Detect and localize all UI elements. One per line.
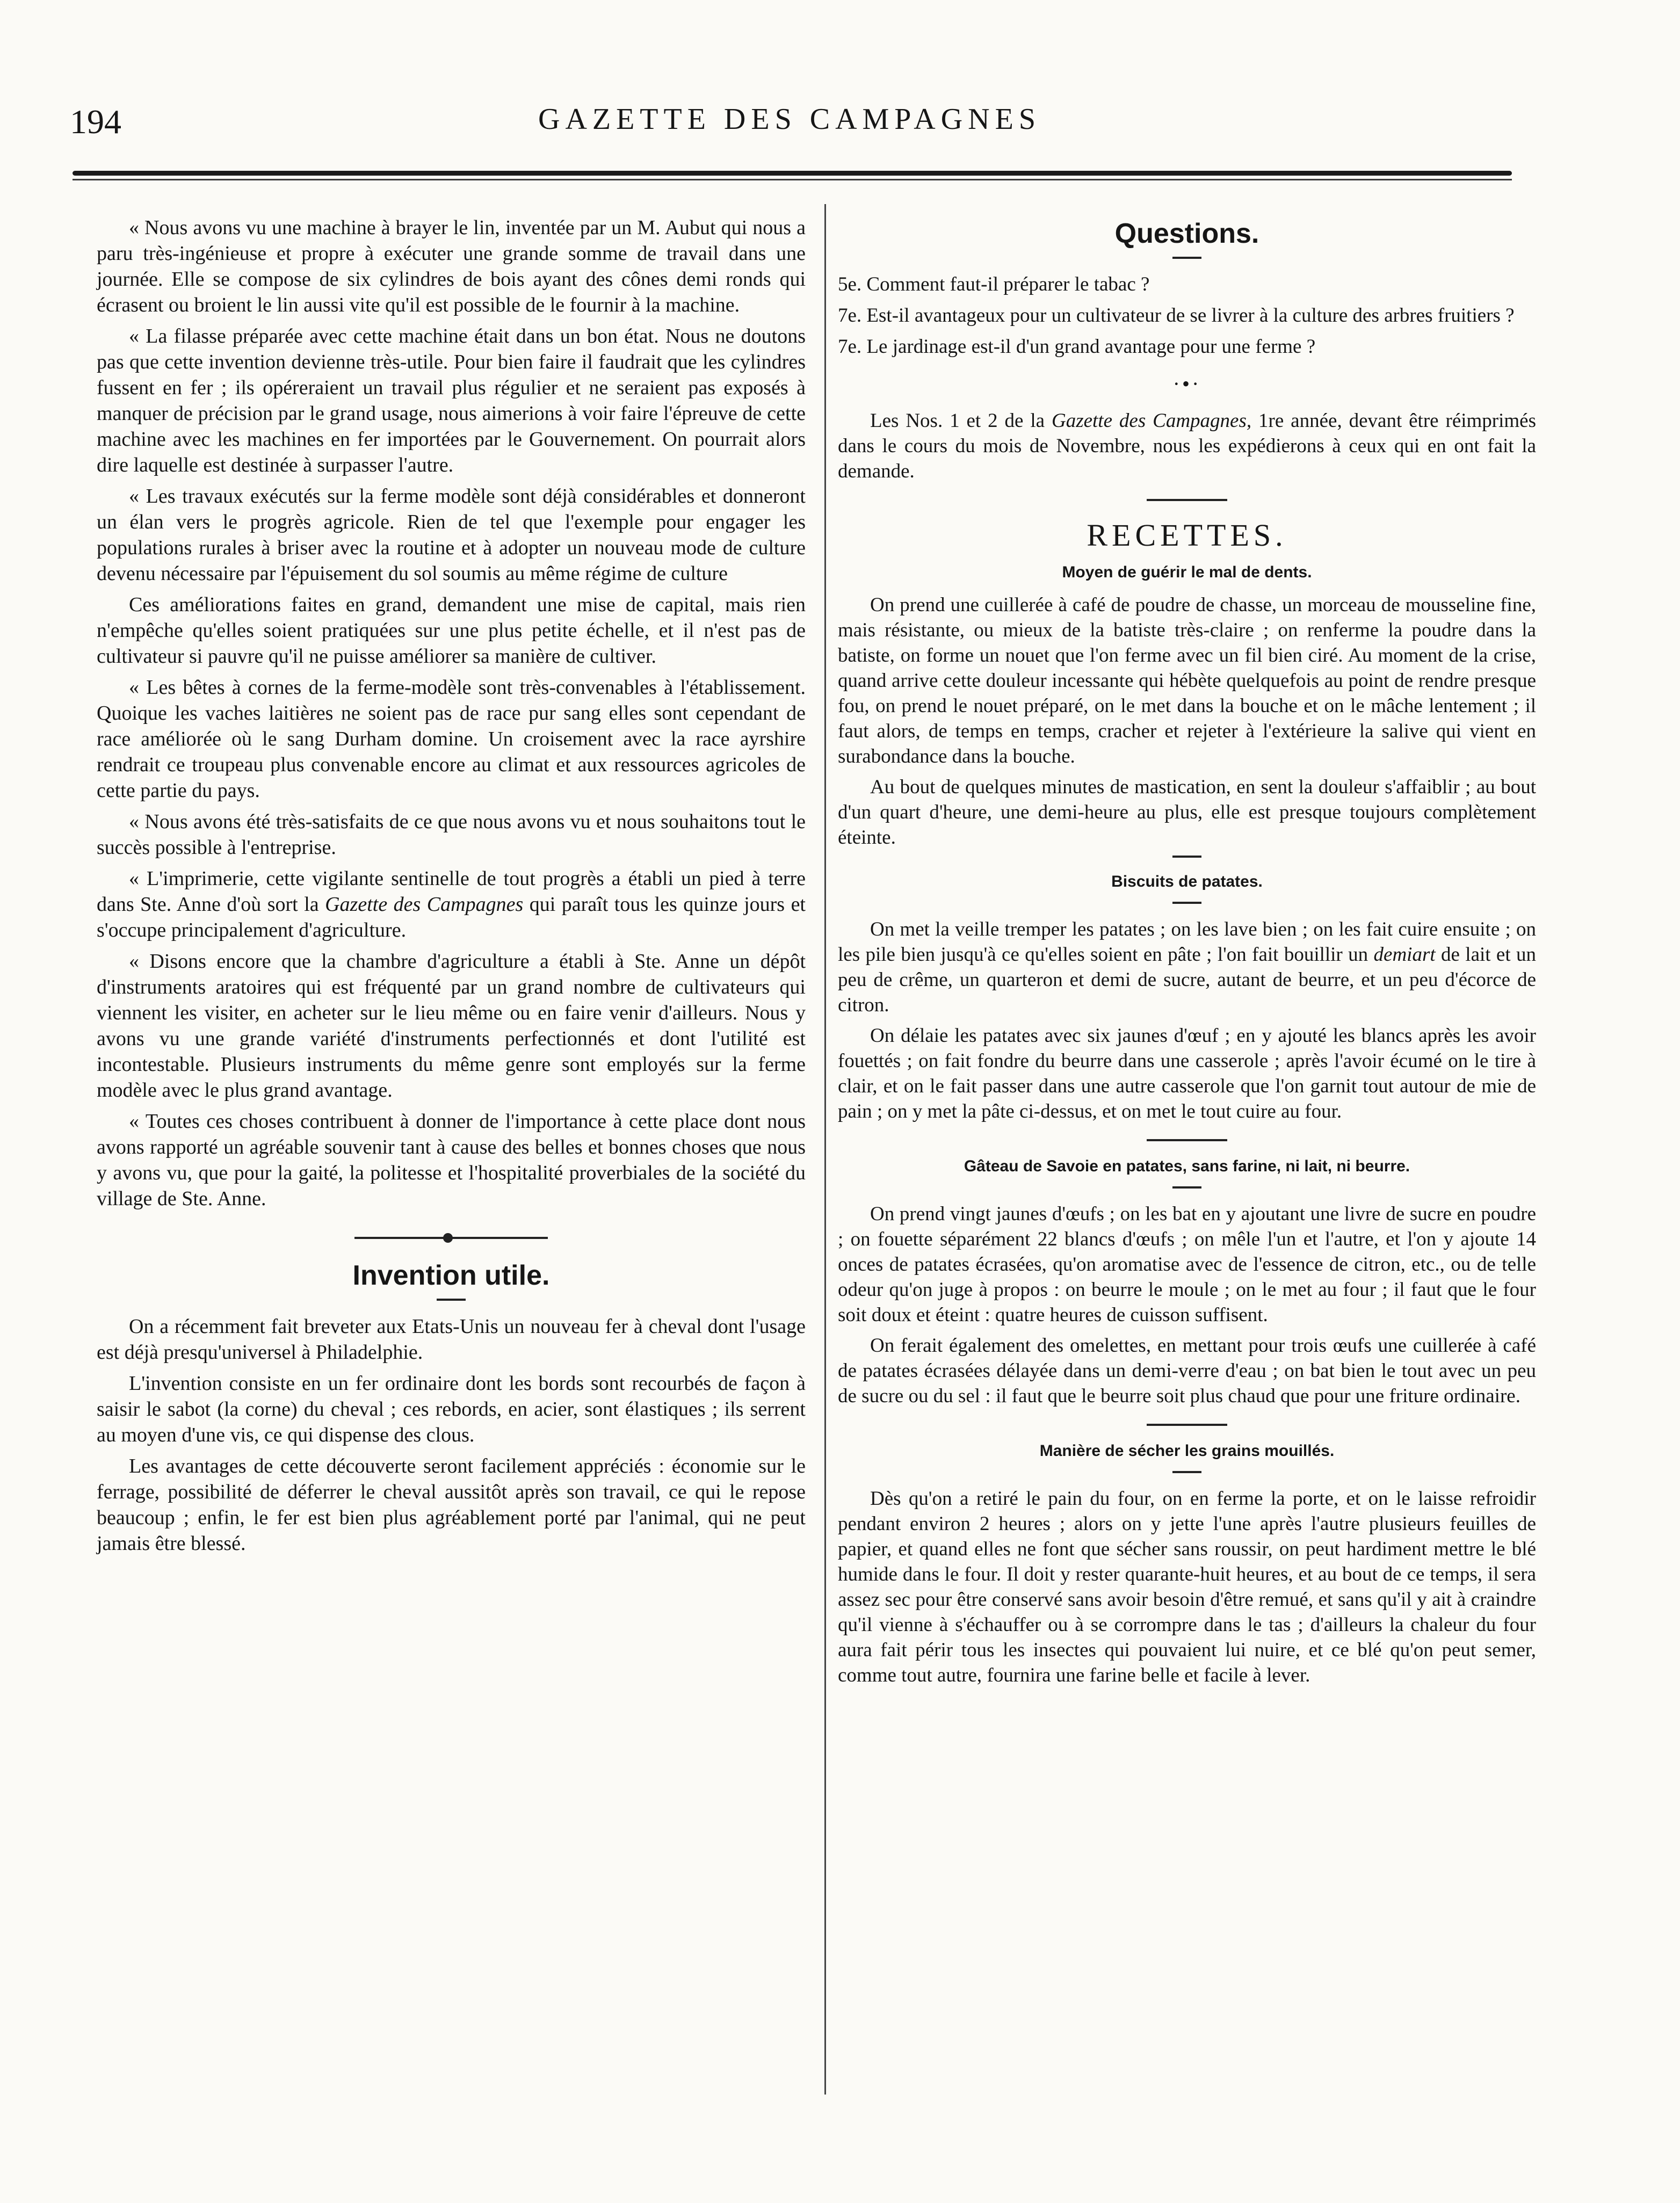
notice-paragraph xyxy=(838,408,1536,484)
article-paragraph: « Les bêtes à cornes de la ferme-modèle sont très-convenables à l'établissement. Quoique les vaches laitières ne soient pas de race pur sang elles sont cependant de race améliorée où le sang Durham domine. Un croisement avec la race ayrshire rendrait ce troupeau plus convenable encore au climat et aux ressources agricoles de cette partie du pays. xyxy=(97,676,806,802)
recipe-paragraph: On prend vingt jaunes d'œufs ; on les bat en y ajoutant une livre de sucre en poudre ; on fouette séparément 22 blancs d'œufs ; on mêle l'un et l'autre, et l'on y ajoute 14 onces de patates écrasées, qu'on aromatise avec de l'essence de citron, etc., ou de telle odeur qu'on juge à propos : on beurre le moule ; on le met au four ; il faut que le four soit doux et éteint : quatre heures de cuisson suffisent. xyxy=(838,1203,1536,1326)
right-column xyxy=(838,215,1536,1693)
recipe-divider xyxy=(1172,856,1201,858)
italic-term: demiart xyxy=(1373,944,1436,966)
recipe-paragraph: On ferait également des omelettes, en mettant pour trois œufs une cuillerée à café de patates écrasées délayée dans un demi-verre d'eau ; on bat bien le tout avec un peu de sucre ou du sel : il faut que le beurre soit plus chaud que pour une friture ordinaire. xyxy=(838,1335,1536,1407)
question-item: 7e. Est-il avantageux pour un cultivateur de se livrer à la culture des arbres fruitiers ? xyxy=(838,305,1515,327)
questions-title: Questions. xyxy=(1114,218,1259,249)
header-rule xyxy=(73,171,1512,176)
paragraph-text: « L'imprimerie, cette vigilante sentinelle de tout progrès a établi un pied à terre dans Ste. Anne d'où sort la xyxy=(97,867,806,916)
questions-list xyxy=(838,272,1536,360)
recipe-title: Gâteau de Savoie en patates, sans farine, ni lait, ni beurre. xyxy=(964,1157,1410,1175)
page-number: 194 xyxy=(70,103,121,141)
publication-name: Gazette des Campagnes xyxy=(325,893,524,916)
paragraph-text: Les Nos. 1 et 2 de la xyxy=(870,410,1052,432)
publication-name: Gazette des Campagnes, xyxy=(1051,410,1252,432)
section-divider xyxy=(1147,499,1227,501)
article-paragraph: Les avantages de cette découverte seront facilement appréciés : économie sur le ferrage, possibilité de déferrer le cheval aussitôt après son travail, ce qui le repose beaucoup ; enfin, le fer est bien plus agréablement porté par l'animal, qui ne peut jamais être blessé. xyxy=(97,1455,806,1555)
title-dash xyxy=(1172,1186,1201,1189)
article-paragraph: « Disons encore que la chambre d'agriculture a établi à Ste. Anne un dépôt d'instruments aratoires qui est fréquenté par un grand nombre de cultivateurs qui viennent les visiter, en acheter sur le lieu même ou en faire venir d'ailleurs. Nous y avons vu une grande variété d'instruments perfectionnés et dont l'utilité est incontestable. Plusieurs instruments du même genre sont employés sur la ferme modèle avec le plus grand avantage. xyxy=(97,950,806,1102)
article-paragraph: « La filasse préparée avec cette machine était dans un bon état. Nous ne doutons pas que cette invention devienne très-utile. Pour bien faire il faudrait que les cylindres fussent en fer ; ils opéreraient un travail plus régulier et ne seraient pas exposés à manquer de précision par le grand usage, nous aimerions à voir faire l'épreuve de cette machine avec les machines en fer importées par le Gouvernement. On pourrait alors dire laquelle est destinée à surpasser l'autre. xyxy=(97,325,806,476)
article-paragraph xyxy=(97,866,806,943)
article-paragraph: « Nous avons été très-satisfaits de ce que nous avons vu et nous souhaitons tout le succès possible à l'entreprise. xyxy=(97,810,806,859)
invention-title: Invention utile. xyxy=(352,1260,550,1291)
column-divider xyxy=(824,204,826,2095)
recipe-divider xyxy=(1147,1139,1227,1141)
paragraph-text: On met la veille tremper les patates ; on les lave bien ; on les fait cuire ensuite ; on les pile bien jusqu'à ce qu'elles soient en pâte ; l'on fait bouillir un xyxy=(838,918,1536,966)
recipe-paragraph: On délaie les patates avec six jaunes d'œuf ; en y ajouté les blancs après les avoir fouettés ; on fait fondre du beurre dans une casserole ; après l'avoir écumé on le tire à clair, et on le fait passer dans une autre casserole que l'on garnit tout autour de mie de pain ; on y met la pâte ci-dessus, et on met le tout cuire au four. xyxy=(838,1025,1536,1122)
section-ornament xyxy=(354,1230,548,1246)
question-item: 7e. Le jardinage est-il d'un grand avantage pour une ferme ? xyxy=(838,336,1316,358)
recettes-title: RECETTES. xyxy=(1087,518,1287,553)
recipe-paragraph: On prend une cuillerée à café de poudre de chasse, un morceau de mousseline fine, mais résistante, ou mieux de la batiste très-claire ; on renferme la poudre dans la batiste, on forme un nouet que l'on ferme avec un fil bien ciré. Au moment de la crise, quand arrive cette douleur incessante qui hébète quelquefois au point de rendre presque fou, on prend le nouet préparé, on le met dans la bouche et on le mâche lentement ; il faut alors, de temps en temps, cracher et rejeter à l'extérieure la salive qui vient en surabondance dans la bouche. xyxy=(838,594,1536,767)
notice-ornament: ·•· xyxy=(1172,372,1201,396)
paragraph-text: de lait et un peu de crême, un quarteron et demi de sucre, autant de beurre, et un peu d'écorce de citron. xyxy=(838,944,1537,1016)
article-paragraph: « Toutes ces choses contribuent à donner de l'importance à cette place dont nous avons rapporté un agréable souvenir tant à cause des belles et bonnes choses que nous y avons vu, que pour la gaité, la politesse et l'hospitalité proverbiales de la société du village de Ste. Anne. xyxy=(97,1110,806,1210)
title-dash xyxy=(1172,902,1201,904)
title-dash xyxy=(1172,1471,1201,1473)
article-paragraph: On a récemment fait breveter aux Etats-Unis un nouveau fer à cheval dont l'usage est déjà presqu'universel à Philadelphie. xyxy=(97,1315,806,1364)
recipe-title: Biscuits de patates. xyxy=(1111,873,1263,890)
article-paragraph: L'invention consiste en un fer ordinaire dont les bords sont recourbés de façon à saisir le sabot (la corne) du cheval ; ces rebords, en acier, sont élastiques ; ils serrent au moyen d'une vis, ce qui dispense des clous. xyxy=(97,1372,806,1446)
paragraph-text: qui paraît tous les quinze jours et s'occupe principalement d'agriculture. xyxy=(97,893,806,941)
title-dash xyxy=(1172,257,1201,259)
recipe-paragraph xyxy=(838,917,1536,1018)
recipe-title: Manière de sécher les grains mouillés. xyxy=(1039,1442,1335,1460)
recipe-paragraph: Au bout de quelques minutes de mastication, en sent la douleur s'affaiblir ; au bout d'un quart d'heure, une demi-heure au plus, elle est presque toujours complètement éteinte. xyxy=(838,776,1536,849)
page-header xyxy=(70,102,1509,150)
article-paragraph: « Les travaux exécutés sur la ferme modèle sont déjà considérables et donneront un élan vers le progrès agricole. Rien de tel que l'exemple pour engager les populations rurales à briser avec la routine et à adopter un nouveau mode de culture devenu nécessaire par l'épuisement du sol soumis au même régime de culture xyxy=(97,485,806,585)
newspaper-title: GAZETTE DES CAMPAGNES xyxy=(538,103,1041,136)
question-item: 5e. Comment faut-il préparer le tabac ? xyxy=(838,273,1150,295)
recipe-divider xyxy=(1147,1424,1227,1426)
title-dash xyxy=(437,1299,466,1301)
recipe-paragraph: Dès qu'on a retiré le pain du four, on en ferme la porte, et on le laisse refroidir pendant environ 2 heures ; alors on y jette l'une après l'autre plusieurs feuilles de papier, et quand elles ne font que sécher sans roussir, on peut hardiment mettre le blé humide dans le four. Il doit y rester quarante-huit heures, et au bout de ce temps, il sera assez sec pour être conservé sans avoir besoin d'être remué, et sans qu'il y ait à craindre qu'il vienne à s'échauffer ou à se corrompre dans le tas ; d'ailleurs la chaleur du four aura fait périr tous les insectes qui pouvaient lui nuire, et ce blé qu'on peut semer, comme tout autre, fournira une farine belle et facile à lever. xyxy=(838,1488,1536,1686)
paragraph-text: 1re année, devant être réimprimés dans le cours du mois de Novembre, nous les expédierons à ceux qui en ont fait la demande. xyxy=(838,410,1536,482)
article-paragraph: « Nous avons vu une machine à brayer le lin, inventée par un M. Aubut qui nous a paru très-ingénieuse et propre à exécuter une grande somme de travail dans une journée. Elle se compose de six cylindres de bois ayant des cônes demi ronds qui écrasent ou broient le lin aussi vite qu'il est possible de le fournir à la machine. xyxy=(97,216,806,316)
left-column xyxy=(97,215,806,1562)
header-rule-thin xyxy=(73,179,1512,180)
recipe-title: Moyen de guérir le mal de dents. xyxy=(1062,563,1312,581)
article-paragraph: Ces améliorations faites en grand, demandent une mise de capital, mais rien n'empêche qu'elles soient pratiquées sur une plus petite échelle, et il n'est pas de cultivateur si pauvre qu'il ne puisse améliorer sa manière de cultiver. xyxy=(97,593,806,668)
